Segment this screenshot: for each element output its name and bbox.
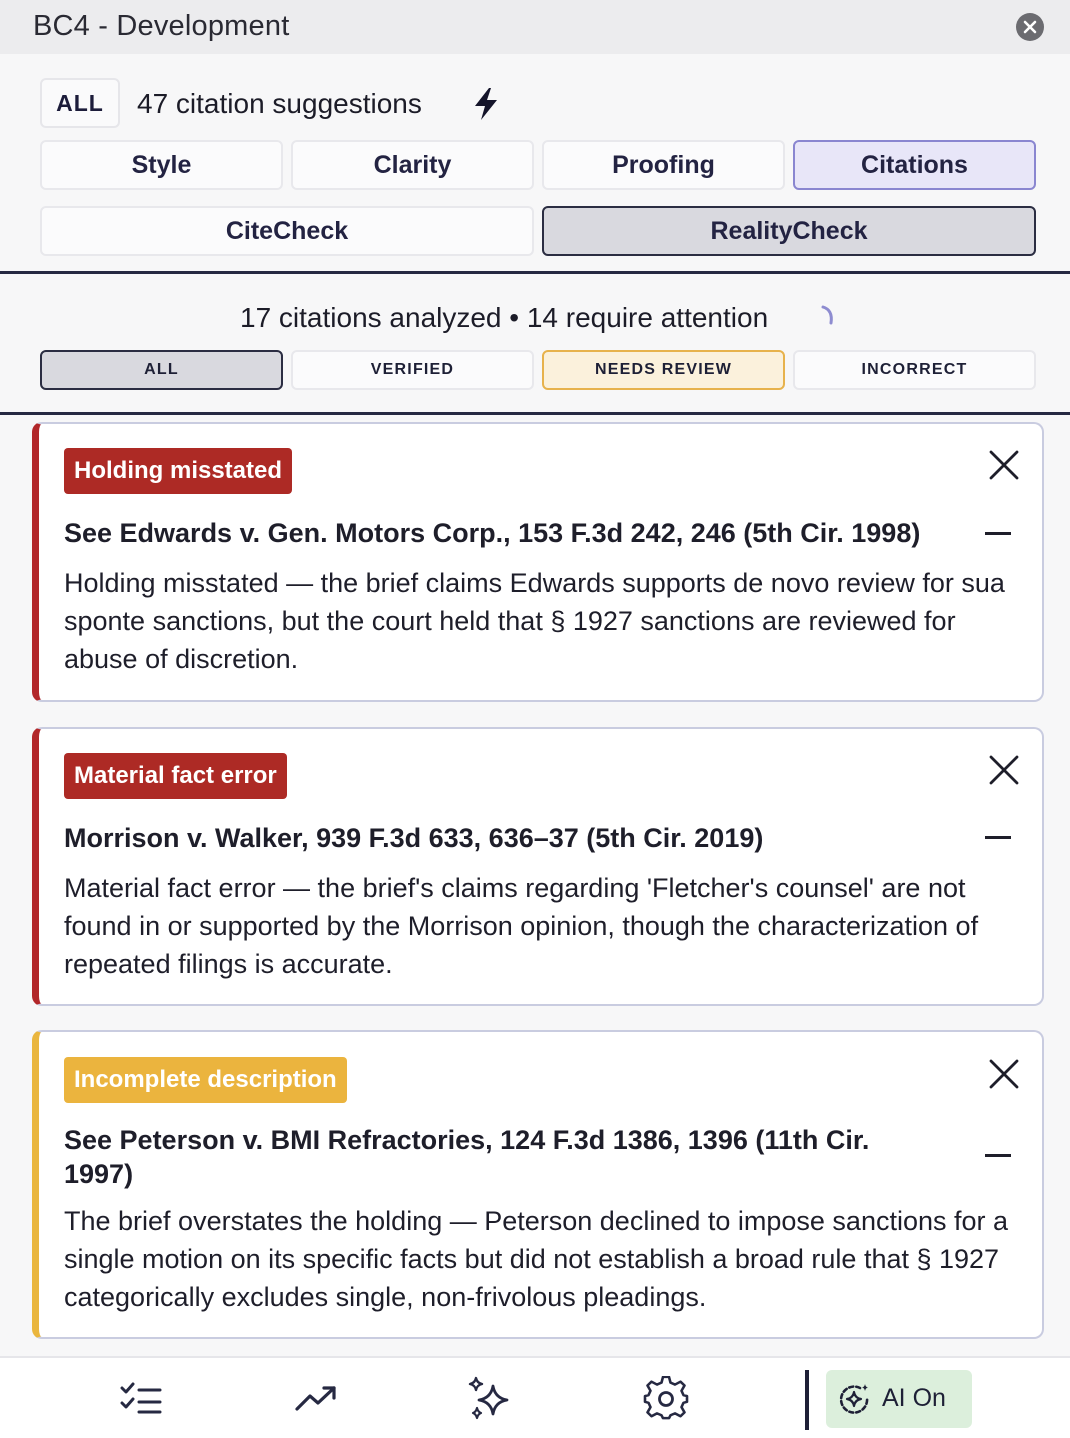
tab-clarity[interactable]: Clarity [291,140,534,190]
window-titlebar [0,0,1070,54]
filter-needs-review[interactable]: NEEDS REVIEW [542,350,785,390]
sparkles-icon[interactable] [467,1376,513,1422]
dismiss-card-button[interactable] [987,448,1021,482]
close-window-button[interactable] [1016,13,1044,41]
section-divider [0,412,1070,415]
dismiss-card-button[interactable] [987,1057,1021,1091]
citation-text: Morrison v. Walker, 939 F.3d 633, 636–37 (5th Cir. 2019) [64,823,764,853]
window-title: BC4 - Development [33,10,290,42]
issue-description: Material fact error — the brief's claims regarding 'Fletcher's counsel' are not found in or supported by the Morrison opinion, though the characterization of repeated filings is accurate. [64,873,979,979]
close-icon [1023,20,1037,34]
lightning-bolt-icon[interactable] [472,87,500,121]
filter-all[interactable]: ALL [40,350,283,390]
ai-toggle-button[interactable] [826,1370,972,1428]
all-suggestions-chip[interactable]: ALL [40,78,120,128]
analysis-status-text: 17 citations analyzed • 14 require attention [240,302,769,333]
issue-description: The brief overstates the holding — Peterson declined to impose sanctions for a single motion on its specific facts but did not establish a broad rule that § 1927 categorically excludes single, non-frivolous pleadings. [64,1206,1009,1312]
suggestion-count: 47 citation suggestions [137,88,422,119]
toolbar-separator [805,1370,809,1430]
citation-card [32,727,1044,1006]
section-divider [0,271,1070,274]
issue-description: Holding misstated — the brief claims Edwards supports de novo review for sua sponte sanctions, but the court held that § 1927 sanctions are reviewed for abuse of discretion. [64,568,1005,674]
filter-incorrect[interactable]: INCORRECT [793,350,1036,390]
issue-badge: Material fact error [64,753,287,799]
ai-toggle-label: AI On [882,1384,946,1412]
citation-card [32,1030,1044,1339]
trending-up-icon[interactable] [294,1376,340,1422]
checklist-icon[interactable] [118,1376,164,1422]
ai-sparkle-icon [838,1382,872,1416]
tab-realitycheck[interactable]: RealityCheck [542,206,1036,256]
issue-badge: Incomplete description [64,1057,347,1103]
bottom-toolbar [0,1356,1070,1438]
collapse-card-button[interactable] [985,532,1011,535]
loading-spinner-icon [818,304,840,328]
tab-style[interactable]: Style [40,140,283,190]
settings-gear-icon[interactable] [643,1376,689,1422]
citation-text: See Peterson v. BMI Refractories, 124 F.3d 1386, 1396 (11th Cir. 1997) [64,1125,870,1189]
filter-verified[interactable]: VERIFIED [291,350,534,390]
tab-citations[interactable]: Citations [793,140,1036,190]
issue-badge: Holding misstated [64,448,292,494]
tab-citecheck[interactable]: CiteCheck [40,206,534,256]
analysis-status [0,300,1070,340]
dismiss-card-button[interactable] [987,753,1021,787]
tab-proofing[interactable]: Proofing [542,140,785,190]
citation-card [32,422,1044,702]
citation-text: See Edwards v. Gen. Motors Corp., 153 F.3d 242, 246 (5th Cir. 1998) [64,518,921,548]
collapse-card-button[interactable] [985,1154,1011,1157]
collapse-card-button[interactable] [985,836,1011,839]
